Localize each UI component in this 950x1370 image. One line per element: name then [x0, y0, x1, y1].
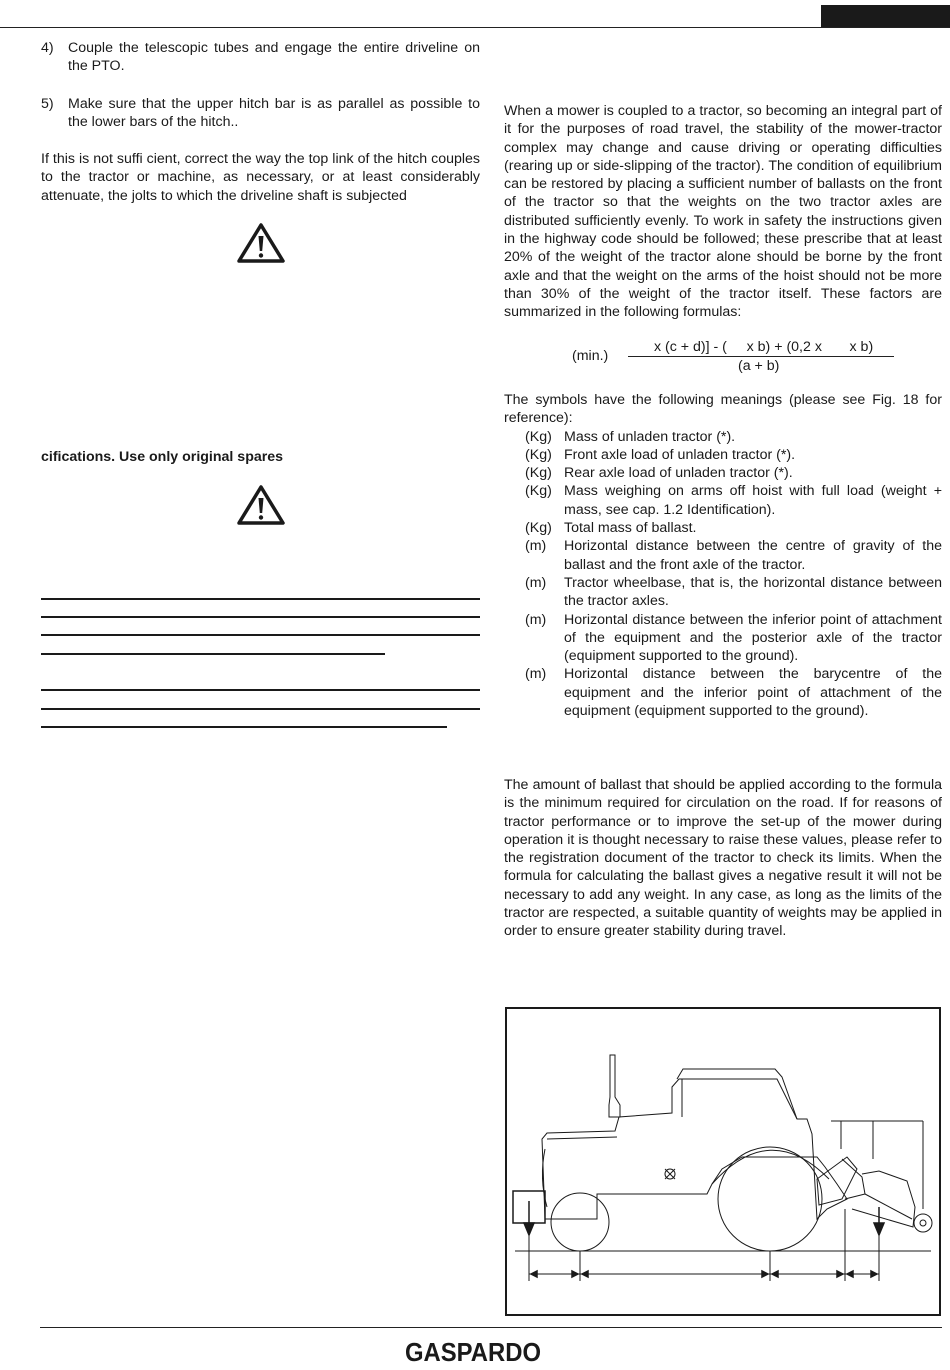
symbol-desc: Mass of unladen tractor (*).	[564, 428, 736, 445]
list-item	[41, 39, 480, 76]
symbol-desc: Horizontal distance between the centre of gravity of the ballast and the front axle of the tractor.	[564, 538, 942, 573]
tractor-diagram	[507, 1009, 939, 1314]
item-number: 5)	[41, 95, 54, 112]
symbol-row	[504, 428, 942, 446]
symbol-unit: (m)	[525, 666, 547, 683]
redacted-line	[41, 726, 447, 728]
symbol-row	[504, 464, 942, 482]
symbol-desc: Horizontal distance between the barycentre of the equipment and the inferior point of attachment of the equipment (equipment supported to the ground).	[564, 666, 942, 720]
redacted-line	[41, 598, 480, 600]
footer-rule	[40, 1327, 942, 1328]
ballast-formula	[504, 338, 942, 378]
symbol-unit: (m)	[525, 574, 547, 591]
formula-min: (min.)	[572, 348, 609, 364]
hitch-paragraph: If this is not suffi cient, correct the way the top link of the hitch couples to the tractor or machine, as necessary, or at least considerably attenuate, the jolts to which the driveline shaft is subjected	[41, 151, 480, 204]
gaspardo-logo	[403, 1337, 543, 1365]
symbol-row	[504, 482, 942, 519]
ballast-closing-paragraph	[504, 776, 942, 941]
symbol-row	[504, 446, 942, 464]
tractor-ballast-figure	[505, 1007, 941, 1316]
header-tab-block	[821, 5, 950, 27]
item-text: Couple the telescopic tubes and engage the entire driveline on the PTO.	[68, 40, 480, 75]
warning-icon	[236, 484, 286, 526]
symbol-desc: Tractor wheelbase, that is, the horizontal distance between the tractor axles.	[564, 574, 942, 610]
brand-text: GASPARDO	[405, 1337, 541, 1365]
formula-denominator: (a + b)	[738, 358, 780, 374]
redacted-line	[41, 616, 480, 618]
redacted-line	[41, 653, 385, 655]
spares-notice: cifications. Use only original spares	[41, 449, 284, 465]
symbol-unit: (m)	[525, 611, 547, 628]
symbol-unit: (Kg)	[525, 428, 552, 445]
stability-paragraph: When a mower is coupled to a tractor, so becoming an integral part of it for the purposes of road travel, the stability of the mower-tractor complex may change and cause driving or operating difficulties (rearing up or side-slipping of the tractor). The condition of equilibrium can be restored by placing a sufficient number of ballasts on the front of the tractor so that the weights on the two tractor axles are distributed sufficiently evenly. To work in safety the instructions given in the highway code should be followed; these prescribe that at least 20% of the weight of the tractor alone should be borne by the front axle and that the weight on the arms of the hoist should not be more than 30% of the weight of the tractor itself. These factors are summarized in the following formulas:	[504, 103, 942, 321]
redacted-line	[41, 708, 480, 710]
symbols-intro: The symbols have the following meanings (please see Fig. 18 for reference):	[504, 392, 942, 427]
symbol-row	[504, 519, 942, 537]
symbol-row	[504, 665, 942, 720]
symbol-row	[504, 574, 942, 611]
redacted-line	[41, 689, 480, 691]
symbols-list	[504, 391, 942, 720]
symbol-unit: (m)	[525, 538, 547, 555]
list-item	[41, 95, 480, 132]
symbol-unit: (Kg)	[525, 483, 552, 500]
fraction-bar	[628, 356, 894, 357]
item-number: 4)	[41, 40, 54, 56]
redacted-line	[41, 634, 480, 636]
symbol-desc: Total mass of ballast.	[564, 520, 697, 537]
symbol-desc: Front axle load of unladen tractor (*).	[564, 446, 796, 463]
item-text: Make sure that the upper hitch bar is as parallel as possible to the lower bars of the hitch..	[68, 95, 480, 130]
left-column	[41, 39, 480, 205]
formula-numerator: x (c + d)] - ( x b) + (0,2 x x b)	[654, 339, 874, 355]
symbol-desc: Mass weighing on arms off hoist with full load (weight + mass, see cap. 1.2 Identification).	[564, 483, 942, 518]
right-column	[504, 102, 942, 322]
symbol-unit: (Kg)	[525, 446, 552, 463]
header-rule	[0, 27, 950, 28]
symbol-desc: Rear axle load of unladen tractor (*).	[564, 465, 793, 482]
warning-icon	[236, 222, 286, 264]
closing-text: The amount of ballast that should be applied according to the formula is the minimum required for circulation on the road. If for reasons of tractor performance or to improve the set-up of the mower during operation it is thought necessary to raise these values, please refer to the registration document of the tractor to check its limits. When the formula for calculating the ballast gives a negative result it will not be necessary to add any weight. In any case, as long as the limits of the tractor are respected, a suitable quantity of weights may be applied in order to ensure greater stability during travel.	[504, 777, 942, 940]
symbol-unit: (Kg)	[525, 520, 552, 537]
symbol-unit: (Kg)	[525, 465, 552, 482]
symbol-desc: Horizontal distance between the inferior point of attachment of the equipment and the posterior axle of the tractor (equipment supported to the ground).	[564, 611, 942, 665]
symbol-row	[504, 611, 942, 666]
symbol-row	[504, 537, 942, 574]
